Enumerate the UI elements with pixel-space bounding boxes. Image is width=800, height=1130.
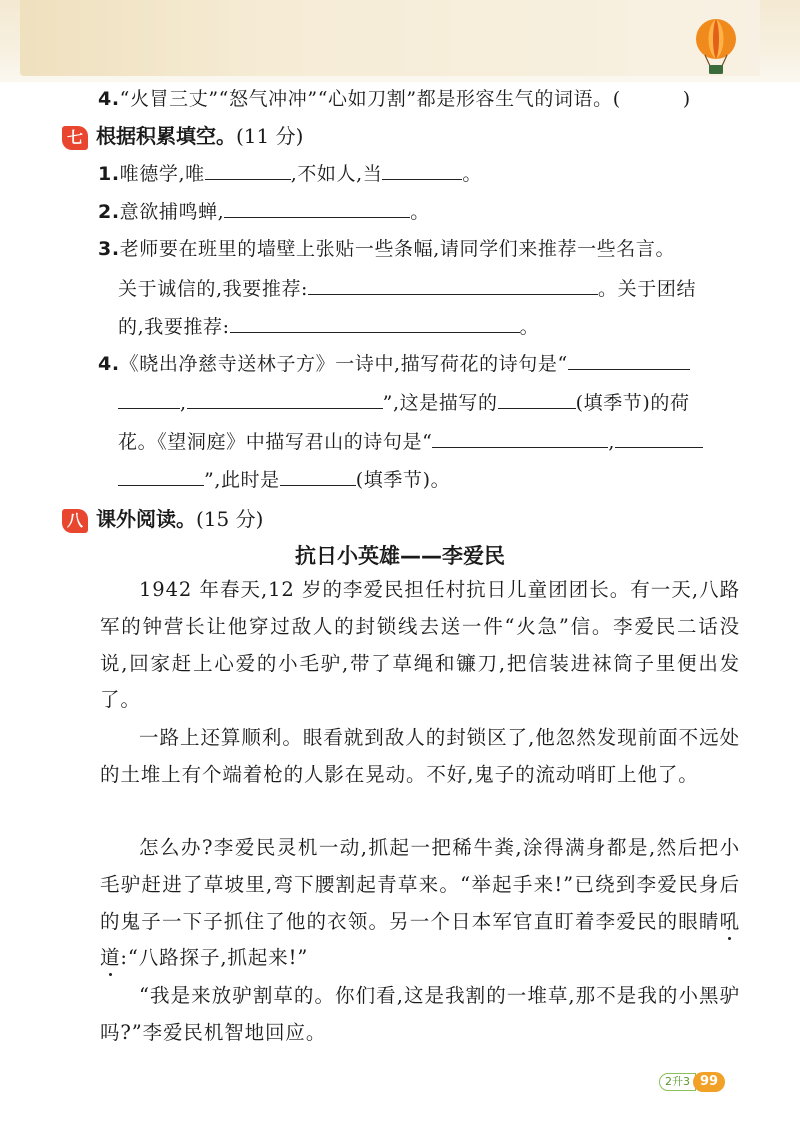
hot-air-balloon-icon (692, 18, 740, 76)
section-title: 根据积累填空。 (96, 124, 236, 148)
header-tab (20, 0, 760, 76)
paragraph-text: “我是来放驴割草的。你们看,这是我割的一堆草,那不是我的小黑驴吗?”李爱民机智地回应。 (100, 984, 740, 1044)
question-text: ”,此时是 (204, 469, 280, 491)
fill-blank[interactable] (224, 199, 410, 218)
passage-title: 抗日小英雄——李爱民 (295, 544, 505, 568)
question-text: 意欲捕鸣蝉, (119, 201, 225, 223)
section-badge: 七 (62, 126, 88, 150)
question-number: 4. (98, 88, 120, 110)
section-title: 课外阅读。 (96, 507, 196, 531)
fill-blank[interactable] (280, 467, 356, 486)
question-text: (填季节)。 (355, 469, 451, 491)
question-text: 老师要在班里的墙壁上张贴一些条幅,请同学们来推荐一些名言。 (119, 238, 676, 260)
passage-paragraph-3 (100, 830, 740, 977)
question-text: 关于诚信的,我要推荐: (118, 278, 309, 300)
question-text: , (608, 431, 616, 453)
question-number: 2. (98, 201, 120, 223)
passage-paragraph-1 (100, 572, 740, 719)
question-text: 。关于团结 (598, 278, 697, 300)
question-text: 花。《望洞庭》中描写君山的诗句是“ (118, 431, 433, 453)
question-number: 3. (98, 238, 120, 260)
question-text: , (180, 392, 187, 414)
question-text: 。 (519, 316, 540, 338)
s7-question-4-line4 (118, 467, 450, 493)
question-text: 。 (410, 201, 430, 223)
fill-blank[interactable] (118, 467, 204, 486)
fill-blank[interactable] (205, 161, 291, 180)
fill-blank[interactable] (187, 390, 383, 409)
paragraph-text: 1942 年春天,12 岁的李爱民担任村抗日儿童团团长。有一天,八路军的钟营长让他穿过敌人的封锁线去送一件“火急”信。李爱民二话没说,回家赶上心爱的小毛驴,带了草绳和镰刀,把信装进袜筒子里便出发了。 (100, 578, 740, 712)
paragraph-text: :“八路探子,抓起来!” (120, 946, 309, 970)
passage-paragraph-2 (100, 720, 740, 794)
question-text: (填季节)的荷 (575, 392, 690, 414)
header-band (0, 0, 800, 82)
question-text: ,不如人,当 (290, 163, 383, 185)
s7-question-4-line2 (118, 390, 690, 416)
question-text: 《晓出净慈寺送林子方》一诗中,描写荷花的诗句是“ (119, 353, 568, 375)
s7-question-4 (98, 351, 690, 377)
paragraph-text: 怎么办?李爱民灵机一动,抓起一把稀牛粪,涂得满身都是,然后把小毛驴赶进了草坡里,弯下腰割起青草来。“举起手来!”已绕到李爱民身后的鬼子一下子抓住了他的衣领。另一个日本军官直盯着李爱民的眼睛 (100, 836, 740, 933)
page-badge (659, 1072, 725, 1092)
question-text: “火冒三丈”“怒气冲冲”“心如刀割”都是形容生气的词语。( (119, 88, 621, 110)
question-text: ”,这是描写的 (382, 392, 498, 414)
s7-question-3-line3 (118, 314, 539, 340)
section-8-heading (62, 506, 263, 533)
s7-question-3-line2 (118, 276, 696, 302)
fill-blank[interactable] (118, 390, 180, 409)
s7-question-1 (98, 161, 482, 187)
fill-blank[interactable] (382, 161, 462, 180)
section-score: (11 分) (236, 124, 304, 148)
question-text: 。 (462, 163, 482, 185)
question-number: 1. (98, 163, 120, 185)
prev-question-4 (98, 86, 691, 112)
question-text: 唯德学,唯 (119, 163, 205, 185)
question-number: 4. (98, 353, 120, 375)
fill-blank[interactable] (568, 351, 690, 370)
fill-blank[interactable] (308, 276, 598, 295)
s7-question-4-line3 (118, 429, 703, 455)
dotted-char: 道 (100, 946, 121, 970)
section-badge: 八 (62, 509, 88, 533)
paren-close: ) (682, 88, 691, 110)
fill-blank[interactable] (230, 314, 520, 333)
question-text: 的,我要推荐: (118, 316, 230, 338)
page-number: 99 (693, 1072, 725, 1092)
fill-blank[interactable] (432, 429, 608, 448)
section-score: (15 分) (196, 507, 264, 531)
dotted-char: 吼 (719, 909, 740, 933)
paragraph-text: 一路上还算顺利。眼看就到敌人的封锁区了,他忽然发现前面不远处的土堆上有个端着枪的人影在晃动。不好,鬼子的流动哨盯上他了。 (100, 726, 740, 786)
fill-blank[interactable] (498, 390, 576, 409)
s7-question-3 (98, 236, 675, 262)
s7-question-2 (98, 199, 430, 225)
grade-label: 2升3 (659, 1073, 696, 1091)
passage-paragraph-4 (100, 978, 740, 1052)
fill-blank[interactable] (615, 429, 703, 448)
section-7-heading (62, 123, 303, 150)
